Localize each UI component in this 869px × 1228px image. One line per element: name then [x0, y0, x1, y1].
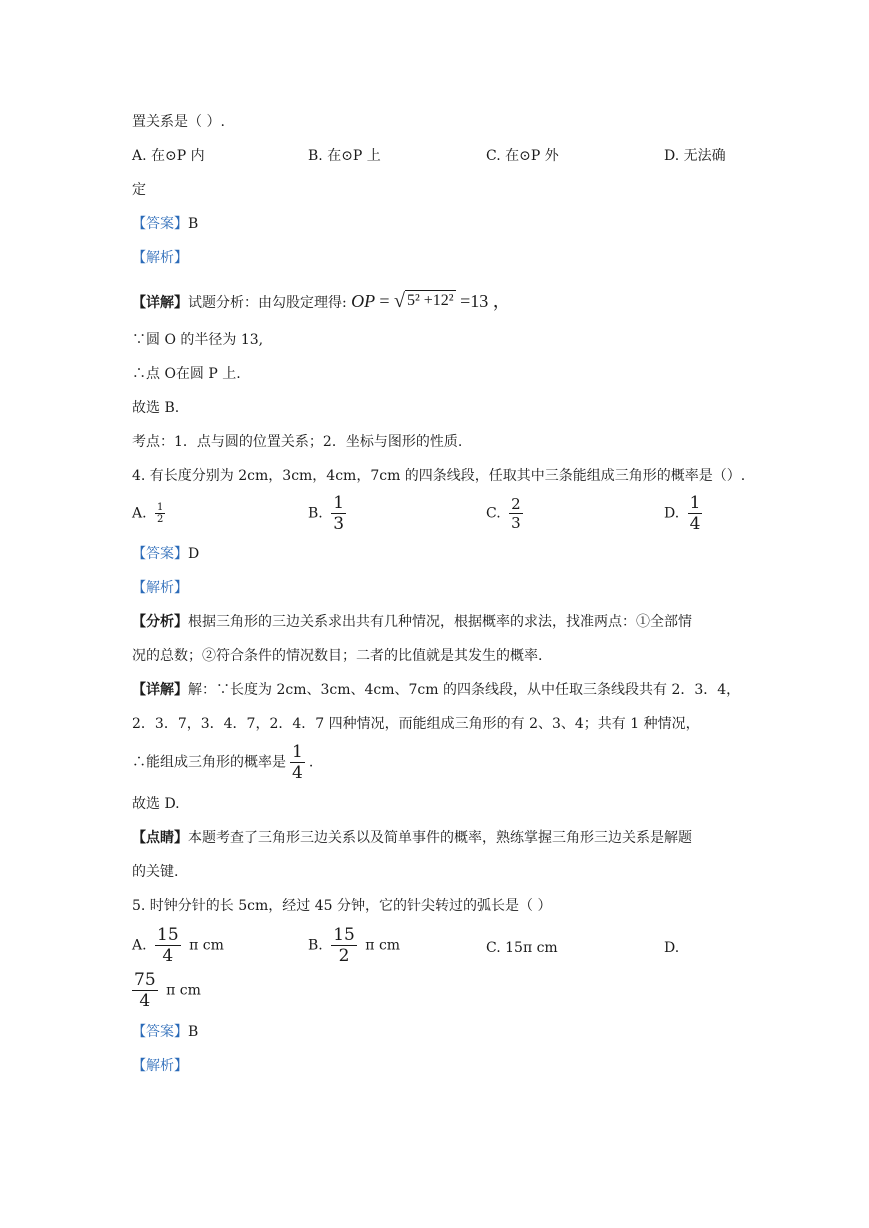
- fraction: [509, 495, 523, 532]
- formula-eq: =: [379, 291, 390, 311]
- q3-option-b: B. 在⊙P 上: [308, 148, 381, 164]
- numerator: 15: [333, 925, 355, 945]
- fraction: [132, 970, 158, 1011]
- detail-tag: 【详解】: [132, 295, 188, 311]
- q3-option-a: A. 在⊙P 内: [132, 148, 205, 164]
- q4-option-d: [664, 493, 706, 534]
- fenxi-tag: 【分析】: [132, 614, 188, 630]
- formula-rhs: =13 ，: [460, 291, 511, 311]
- q5-option-b: [308, 925, 400, 966]
- q3-detail-line: [132, 290, 511, 313]
- dianjing-text: 本题考查了三角形三边关系以及简单事件的概率，熟练掌握三角形三边关系是解题: [188, 830, 692, 846]
- numerator: 1: [333, 493, 345, 513]
- numerator: 75: [134, 970, 156, 990]
- answer-tag: 【答案】: [132, 1024, 188, 1040]
- unit: π cm: [189, 937, 224, 954]
- q3-answer-line: [132, 214, 198, 234]
- q3-analysis-tag: 【解析】: [132, 250, 188, 266]
- denominator: 2: [338, 946, 350, 966]
- numerator: 1: [157, 502, 164, 513]
- option-label: B.: [308, 937, 323, 954]
- formula-op: [351, 291, 511, 311]
- q4-option-a: [132, 502, 169, 525]
- q4-detail-3: [132, 742, 313, 783]
- q4-choose: 故选 D.: [132, 796, 180, 812]
- q5-option-a: [132, 925, 224, 966]
- option-label: A.: [132, 505, 147, 522]
- radicand: 5² +12²: [406, 292, 454, 309]
- unit: π cm: [166, 982, 201, 999]
- q4-option-c: [486, 495, 527, 532]
- q3-option-d-wrap: 定: [132, 182, 146, 198]
- fraction: [290, 742, 305, 783]
- denominator: 2: [157, 514, 164, 525]
- q4-stem: 4. 有长度分别为 2cm，3cm，4cm，7cm 的四条线段，任取其中三条能组成三角形的概率是（）.: [132, 468, 746, 484]
- fraction: [688, 493, 703, 534]
- fenxi-text: 根据三角形的三边关系求出共有几种情况，根据概率的求法，找准两点：①全部情: [188, 614, 692, 630]
- option-label: D.: [664, 505, 680, 522]
- answer-value: B: [188, 1024, 199, 1040]
- denominator: 4: [162, 946, 174, 966]
- fraction: [155, 925, 181, 966]
- detail-text: 试题分析：由勾股定理得:: [188, 295, 347, 311]
- option-text: 15π cm: [505, 940, 558, 956]
- fraction: [155, 502, 165, 525]
- unit: π cm: [365, 937, 401, 954]
- q5-option-d-label: D.: [664, 940, 680, 956]
- numerator: 15: [157, 925, 179, 945]
- denominator: 3: [333, 514, 345, 534]
- q3-line-2: ∴点 O在圆 P 上.: [132, 366, 241, 382]
- q5-option-c: [486, 938, 558, 958]
- answer-tag: 【答案】: [132, 546, 188, 562]
- formula-lhs: OP: [351, 291, 375, 311]
- q3-stem-tail: 置关系是（ ）.: [132, 114, 225, 130]
- detail-text: 解：∵长度为 2cm、3cm、4cm、7cm 的四条线段，从中任取三条线段共有 2．3．4，: [188, 682, 741, 698]
- answer-tag: 【答案】: [132, 216, 188, 232]
- denominator: 4: [292, 763, 303, 783]
- denominator: 4: [139, 991, 151, 1011]
- radical-sign: √: [394, 290, 405, 312]
- q5-analysis-tag: 【解析】: [132, 1058, 188, 1074]
- fraction: [331, 925, 357, 966]
- q4-fenxi-1: [132, 612, 692, 632]
- q4-option-b: [308, 493, 350, 534]
- q4-fenxi-2: 况的总数；②符合条件的情况数目；二者的比值就是其发生的概率.: [132, 648, 543, 664]
- option-label: C.: [486, 940, 501, 956]
- period: .: [308, 754, 314, 771]
- q3-line-3: 故选 B.: [132, 400, 180, 416]
- numerator: 2: [511, 495, 521, 513]
- fraction: [331, 493, 346, 534]
- option-label: B.: [308, 505, 323, 522]
- numerator: 1: [689, 493, 701, 513]
- q3-line-1: ∵圆 O 的半径为 13,: [132, 332, 264, 348]
- denominator: 4: [689, 514, 701, 534]
- answer-value: B: [188, 216, 199, 232]
- option-label: C.: [486, 505, 501, 522]
- sqrt-expression: [394, 290, 456, 311]
- q3-option-d: D. 无法确: [664, 148, 726, 164]
- detail-text: ∴能组成三角形的概率是: [132, 754, 286, 771]
- q4-answer-line: [132, 544, 199, 564]
- numerator: 1: [292, 742, 303, 762]
- q4-analysis-tag: 【解析】: [132, 580, 188, 596]
- denominator: 3: [511, 514, 521, 532]
- detail-tag: 【详解】: [132, 682, 188, 698]
- q4-dianjing-2: 的关键.: [132, 864, 179, 880]
- option-label: A.: [132, 937, 147, 954]
- q5-answer-line: [132, 1022, 198, 1042]
- q5-stem: 5. 时钟分针的长 5cm，经过 45 分钟，它的针尖转过的弧长是（ ）: [132, 898, 552, 914]
- q3-line-4: 考点：1．点与圆的位置关系；2．坐标与图形的性质.: [132, 434, 463, 450]
- q4-dianjing-1: [132, 828, 692, 848]
- q4-detail-1: [132, 680, 740, 700]
- dianjing-tag: 【点睛】: [132, 830, 188, 846]
- q4-detail-2: 2．3．7，3．4．7，2．4．7 四种情况，而能组成三角形的有 2、3、4；共有 1 种情况，: [132, 716, 700, 732]
- answer-value: D: [188, 546, 200, 562]
- q3-option-c: C. 在⊙P 外: [486, 148, 559, 164]
- q5-option-d: [128, 970, 201, 1011]
